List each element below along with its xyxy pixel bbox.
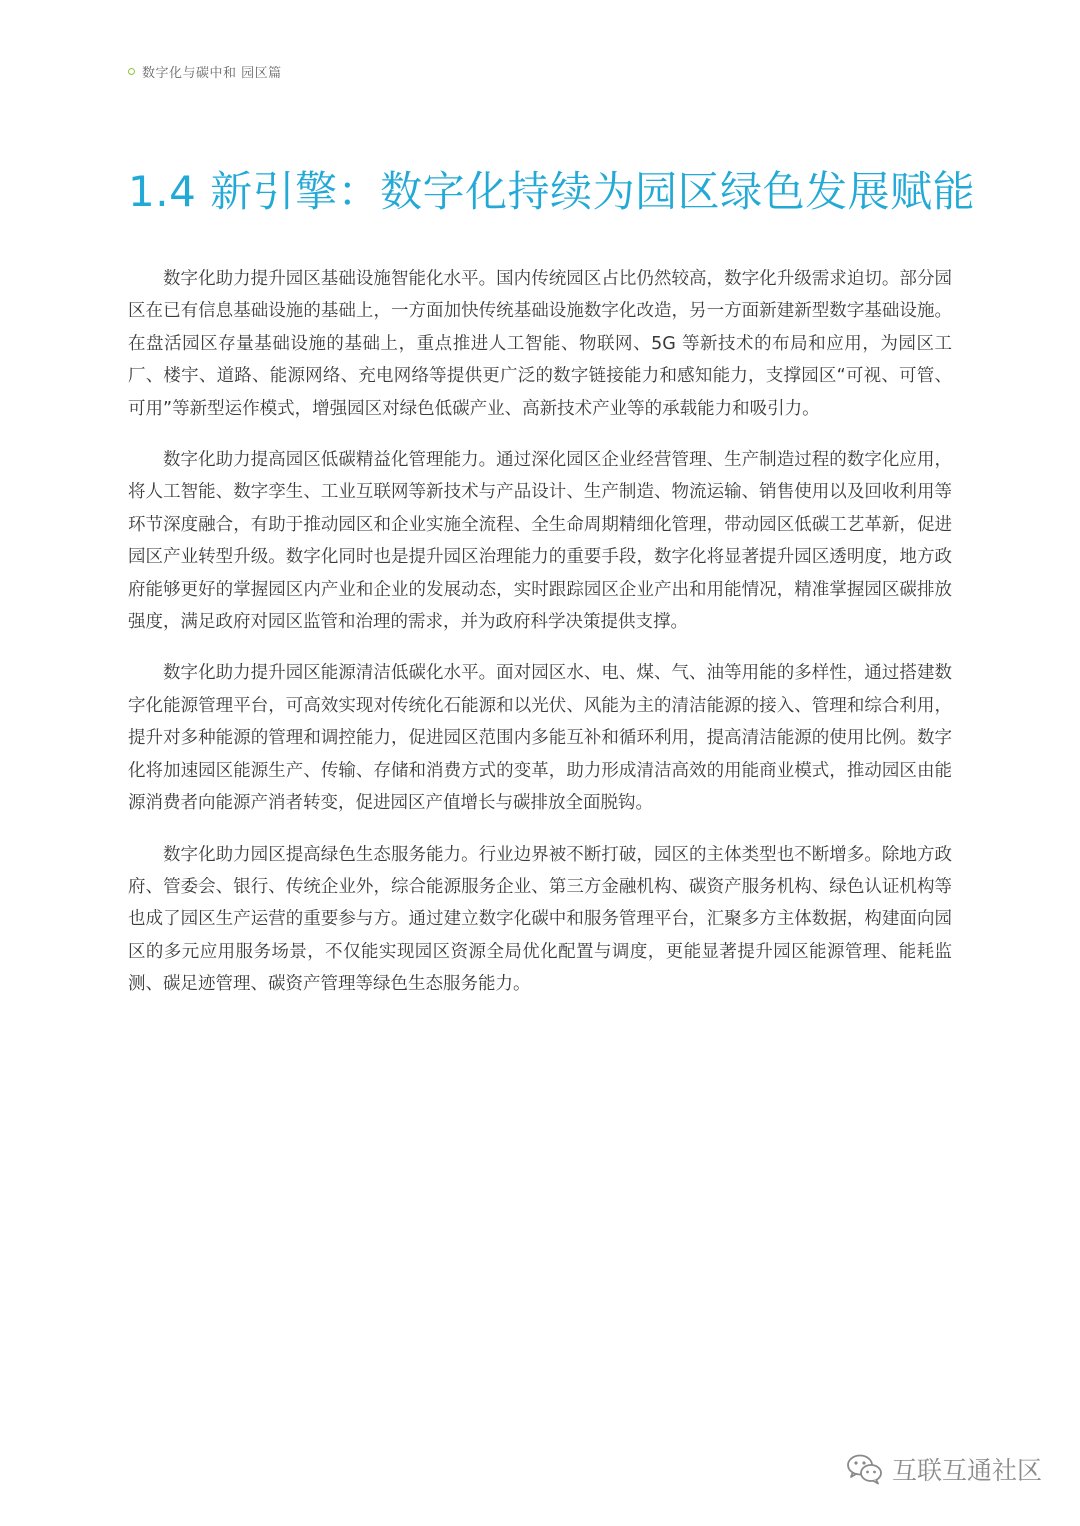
watermark-text: 互联互通社区: [891, 1456, 1042, 1485]
running-header-title: 数字化与碳中和 园区篇: [142, 66, 282, 81]
watermark: [846, 1451, 1042, 1487]
header-dot-icon: [128, 68, 135, 75]
paragraph-energy: 数字化助力提升园区能源清洁低碳化水平。面对园区水、电、煤、气、油等用能的多样性，通过搭建数字化能源管理平台，可高效实现对传统化石能源和以光伏、风能为主的清洁能源的接入、管理和综合利用，提升对多种能源的管理和调控能力，促进园区范围内多能互补和循环利用，提高清洁能源的使用比例。数字化将加速园区能源生产、传输、存储和消费方式的变革，助力形成清洁高效的用能商业模式，推动园区由能源消费者向能源产消者转变，促进园区产值增长与碳排放全面脱钩。: [128, 663, 952, 814]
body-text: [128, 263, 952, 1020]
paragraph-infrastructure: 数字化助力提升园区基础设施智能化水平。国内传统园区占比仍然较高，数字化升级需求迫切。部分园区在已有信息基础设施的基础上，一方面加快传统基础设施数字化改造，另一方面新建新型数字基础设施。在盘活园区存量基础设施的基础上，重点推进人工智能、物联网、5G 等新技术的布局和应用，为园区工厂、楼宇、道路、能源网络、充电网络等提供更广泛的数字链接能力和感知能力，支撑园区“可视、可管、可用”等新型运作模式，增强园区对绿色低碳产业、高新技术产业等的承载能力和吸引力。: [128, 269, 952, 419]
running-header: [128, 62, 282, 81]
wechat-icon: [846, 1453, 884, 1485]
section-title: 1.4 新引擎：数字化持续为园区绿色发展赋能: [128, 167, 976, 216]
paragraph-management: 数字化助力提高园区低碳精益化管理能力。通过深化园区企业经营管理、生产制造过程的数字化应用，将人工智能、数字孪生、工业互联网等新技术与产品设计、生产制造、物流运输、销售使用以及回收利用等环节深度融合，有助于推动园区和企业实施全流程、全生命周期精细化管理，带动园区低碳工艺革新，促进园区产业转型升级。数字化同时也是提升园区治理能力的重要手段，数字化将显著提升园区透明度，地方政府能够更好的掌握园区内产业和企业的发展动态，实时跟踪园区企业产出和用能情况，精准掌握园区碳排放强度，满足政府对园区监管和治理的需求，并为政府科学决策提供支撑。: [128, 450, 952, 633]
paragraph-ecosystem-services: 数字化助力园区提高绿色生态服务能力。行业边界被不断打破，园区的主体类型也不断增多。除地方政府、管委会、银行、传统企业外，综合能源服务企业、第三方金融机构、碳资产服务机构、绿色认证机构等也成了园区生产运营的重要参与方。通过建立数字化碳中和服务管理平台，汇聚多方主体数据，构建面向园区的多元应用服务场景，不仅能实现园区资源全局优化配置与调度，更能显著提升园区能源管理、能耗监测、碳足迹管理、碳资产管理等绿色生态服务能力。: [128, 844, 952, 995]
